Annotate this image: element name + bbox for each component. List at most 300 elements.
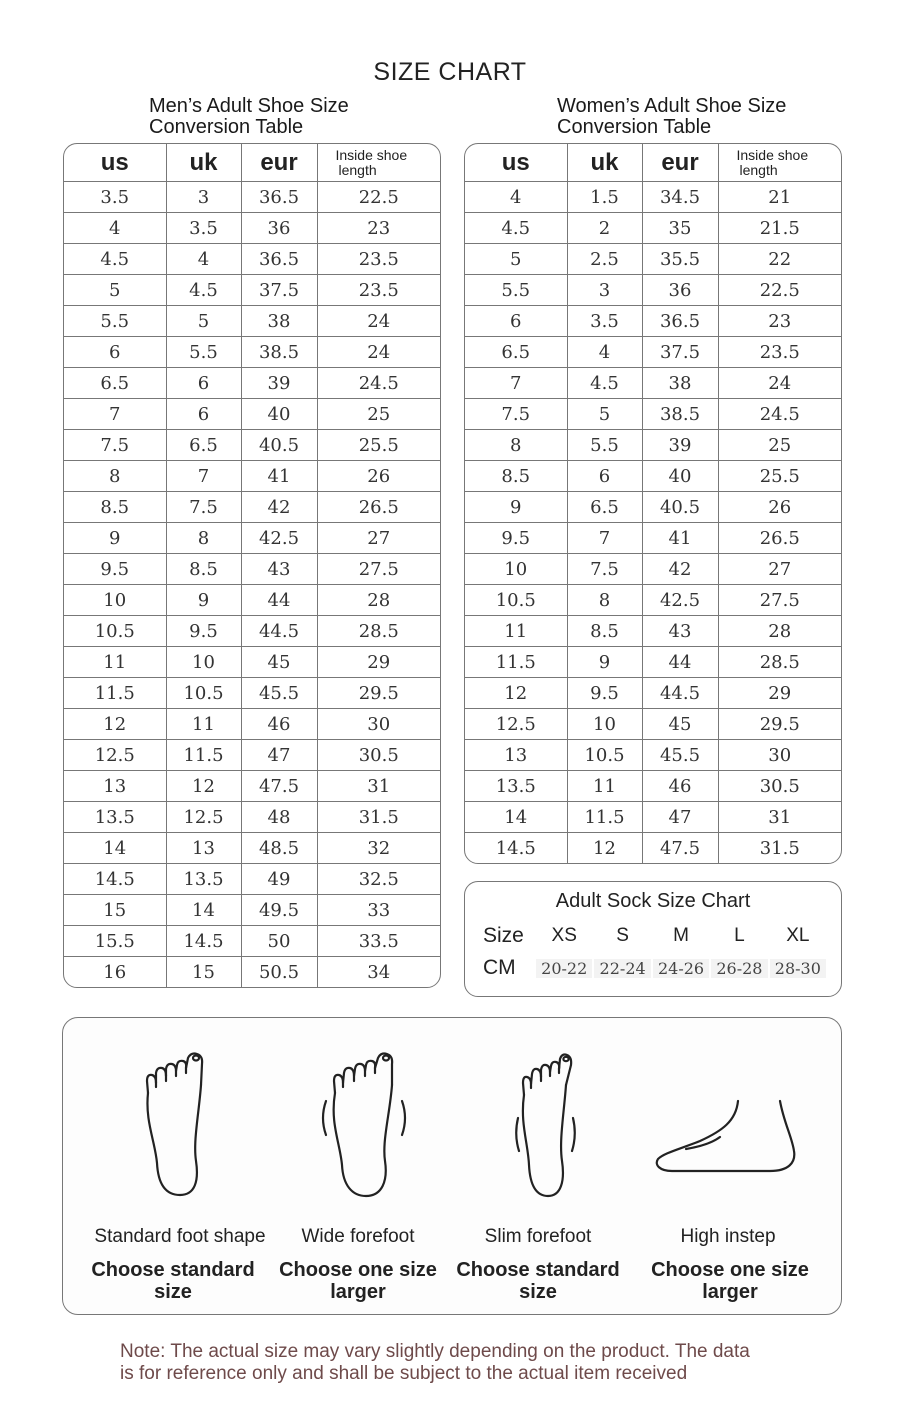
women-cell-uk: 7 (567, 523, 642, 554)
women-col-eur: eur (642, 144, 718, 182)
women-table-row (465, 771, 841, 802)
sock-size-xl: XL (786, 925, 810, 946)
women-cell-us: 11.5 (465, 647, 567, 678)
women-col-length-line1: Inside shoe (736, 146, 809, 163)
men-cell-eur: 49 (241, 864, 317, 895)
women-cell-us: 7 (465, 368, 567, 399)
men-cell-eur: 40.5 (241, 430, 317, 461)
women-cell-uk: 3 (567, 275, 642, 306)
foot-advice-slim-line2: size (519, 1281, 557, 1303)
men-cell-length: 25.5 (317, 430, 440, 461)
men-cell-length: 30 (317, 709, 440, 740)
men-table-row (64, 492, 440, 523)
men-cell-uk: 6 (166, 368, 241, 399)
men-table-row (64, 337, 440, 368)
women-cell-us: 5.5 (465, 275, 567, 306)
men-col-length-line2: length (338, 161, 377, 178)
men-cell-length: 24.5 (317, 368, 440, 399)
men-cell-uk: 12 (166, 771, 241, 802)
men-cell-us: 14 (64, 833, 166, 864)
women-cell-eur: 40 (642, 461, 718, 492)
women-cell-length: 22 (718, 244, 841, 275)
women-table-row (465, 585, 841, 616)
sock-size-row (483, 924, 827, 948)
women-cell-length: 28.5 (718, 647, 841, 678)
men-cell-uk: 11.5 (166, 740, 241, 771)
men-cell-us: 8 (64, 461, 166, 492)
men-table-row (64, 244, 440, 275)
men-cell-uk: 7.5 (166, 492, 241, 523)
men-size-table (63, 143, 441, 988)
men-cell-eur: 38 (241, 306, 317, 337)
men-cell-length: 33.5 (317, 926, 440, 957)
men-cell-eur: 38.5 (241, 337, 317, 368)
disclaimer-note (120, 1341, 820, 1385)
men-cell-length: 29.5 (317, 678, 440, 709)
sock-size-m: M (673, 925, 689, 946)
men-cell-eur: 36.5 (241, 182, 317, 213)
women-cell-eur: 38.5 (642, 399, 718, 430)
women-cell-uk: 8.5 (567, 616, 642, 647)
women-col-uk: uk (567, 144, 642, 182)
men-table-row (64, 833, 440, 864)
men-cell-us: 9.5 (64, 554, 166, 585)
men-table-row (64, 802, 440, 833)
men-cell-us: 4.5 (64, 244, 166, 275)
women-cell-eur: 43 (642, 616, 718, 647)
slim-foot-icon (462, 1043, 632, 1213)
women-cell-length: 22.5 (718, 275, 841, 306)
women-table-row (465, 337, 841, 368)
women-cell-eur: 42 (642, 554, 718, 585)
women-cell-length: 21.5 (718, 213, 841, 244)
women-cell-eur: 36 (642, 275, 718, 306)
women-cell-length: 30 (718, 740, 841, 771)
men-table-row (64, 275, 440, 306)
women-cell-length: 27 (718, 554, 841, 585)
men-heading-line1: Men’s Adult Shoe Size (149, 95, 349, 117)
women-cell-length: 25.5 (718, 461, 841, 492)
men-cell-us: 5 (64, 275, 166, 306)
women-cell-us: 11 (465, 616, 567, 647)
sock-cm-m: 24-26 (653, 959, 709, 978)
men-cell-uk: 6 (166, 399, 241, 430)
women-cell-eur: 45 (642, 709, 718, 740)
women-cell-us: 14 (465, 802, 567, 833)
men-cell-length: 27.5 (317, 554, 440, 585)
women-cell-uk: 10.5 (567, 740, 642, 771)
men-cell-uk: 7 (166, 461, 241, 492)
men-cell-length: 32 (317, 833, 440, 864)
foot-advice-high-instep-line2: larger (702, 1281, 758, 1303)
women-cell-length: 25 (718, 430, 841, 461)
women-cell-uk: 9.5 (567, 678, 642, 709)
foot-advice-wide-line1: Choose one size (279, 1259, 437, 1281)
women-cell-uk: 4.5 (567, 368, 642, 399)
men-table-row (64, 864, 440, 895)
women-cell-us: 12.5 (465, 709, 567, 740)
men-cell-us: 6.5 (64, 368, 166, 399)
men-cell-length: 28.5 (317, 616, 440, 647)
women-cell-length: 23 (718, 306, 841, 337)
women-table-row (465, 709, 841, 740)
women-cell-us: 6 (465, 306, 567, 337)
foot-advice-wide-line2: larger (330, 1281, 386, 1303)
page-title: SIZE CHART (373, 58, 527, 86)
men-cell-eur: 42.5 (241, 523, 317, 554)
men-cell-eur: 37.5 (241, 275, 317, 306)
men-cell-uk: 10.5 (166, 678, 241, 709)
women-table-row (465, 647, 841, 678)
women-cell-length: 23.5 (718, 337, 841, 368)
foot-advice-slim (438, 1259, 638, 1303)
women-cell-us: 6.5 (465, 337, 567, 368)
men-cell-length: 27 (317, 523, 440, 554)
men-cell-uk: 14.5 (166, 926, 241, 957)
wide-foot-icon (280, 1043, 450, 1213)
men-cell-eur: 48.5 (241, 833, 317, 864)
men-cell-uk: 9.5 (166, 616, 241, 647)
foot-advice-standard-line1: Choose standard (91, 1259, 255, 1281)
men-cell-us: 13 (64, 771, 166, 802)
foot-advice-high-instep-line1: Choose one size (651, 1259, 809, 1281)
sock-cm-l: 26-28 (711, 959, 767, 978)
men-cell-us: 4 (64, 213, 166, 244)
men-cell-us: 3.5 (64, 182, 166, 213)
men-table-row (64, 430, 440, 461)
men-cell-uk: 5.5 (166, 337, 241, 368)
women-cell-uk: 2.5 (567, 244, 642, 275)
women-cell-uk: 11.5 (567, 802, 642, 833)
men-table-row (64, 895, 440, 926)
men-cell-length: 28 (317, 585, 440, 616)
women-cell-length: 24.5 (718, 399, 841, 430)
men-cell-length: 23.5 (317, 275, 440, 306)
men-cell-eur: 44.5 (241, 616, 317, 647)
men-table-row (64, 523, 440, 554)
women-cell-eur: 37.5 (642, 337, 718, 368)
sock-cm-s: 22-24 (594, 959, 650, 978)
women-table-row (465, 275, 841, 306)
women-cell-us: 13 (465, 740, 567, 771)
women-cell-length: 26.5 (718, 523, 841, 554)
women-cell-uk: 12 (567, 833, 642, 864)
women-cell-length: 28 (718, 616, 841, 647)
women-cell-eur: 35 (642, 213, 718, 244)
sock-size-s: S (616, 925, 629, 946)
women-cell-us: 14.5 (465, 833, 567, 864)
men-cell-length: 25 (317, 399, 440, 430)
women-cell-us: 8.5 (465, 461, 567, 492)
women-table-row (465, 182, 841, 213)
men-table-heading (149, 96, 349, 138)
women-table-row (465, 492, 841, 523)
men-cell-uk: 3 (166, 182, 241, 213)
women-table-row (465, 213, 841, 244)
men-table-row (64, 213, 440, 244)
men-col-length-line1: Inside shoe (335, 146, 408, 163)
men-cell-us: 10 (64, 585, 166, 616)
women-table-row (465, 461, 841, 492)
men-cell-uk: 6.5 (166, 430, 241, 461)
men-cell-us: 9 (64, 523, 166, 554)
men-cell-eur: 50.5 (241, 957, 317, 988)
men-table-row (64, 585, 440, 616)
women-cell-uk: 1.5 (567, 182, 642, 213)
men-table-row (64, 306, 440, 337)
women-table-row (465, 523, 841, 554)
men-cell-uk: 9 (166, 585, 241, 616)
men-table-row (64, 368, 440, 399)
men-cell-eur: 40 (241, 399, 317, 430)
men-cell-uk: 14 (166, 895, 241, 926)
women-cell-length: 31 (718, 802, 841, 833)
note-line2: is for reference only and shall be subject to the actual item received (120, 1363, 688, 1384)
men-cell-uk: 11 (166, 709, 241, 740)
women-table-row (465, 368, 841, 399)
women-size-table (464, 143, 842, 864)
foot-advice-high-instep (630, 1259, 830, 1303)
women-cell-eur: 47.5 (642, 833, 718, 864)
men-cell-us: 14.5 (64, 864, 166, 895)
women-cell-eur: 39 (642, 430, 718, 461)
women-cell-length: 31.5 (759, 837, 800, 859)
men-cell-eur: 36 (241, 213, 317, 244)
sock-cm-row (483, 956, 827, 980)
women-cell-uk: 5 (567, 399, 642, 430)
foot-label-wide: Wide forefoot (301, 1226, 415, 1247)
women-cell-length: 21 (718, 182, 841, 213)
men-cell-us: 13.5 (64, 802, 166, 833)
women-cell-uk: 7.5 (567, 554, 642, 585)
men-cell-length: 30.5 (317, 740, 440, 771)
men-cell-eur: 46 (241, 709, 317, 740)
men-cell-eur: 39 (241, 368, 317, 399)
men-cell-length: 31 (317, 771, 440, 802)
standard-foot-icon (95, 1043, 265, 1213)
men-col-uk: uk (166, 144, 241, 182)
women-cell-us: 4.5 (465, 213, 567, 244)
women-table-row (465, 616, 841, 647)
men-cell-uk: 3.5 (166, 213, 241, 244)
women-cell-length: 26 (718, 492, 841, 523)
women-cell-length: 29.5 (718, 709, 841, 740)
men-cell-uk: 15 (166, 957, 241, 988)
men-cell-length: 32.5 (317, 864, 440, 895)
women-cell-us: 9 (465, 492, 567, 523)
women-table-row (465, 678, 841, 709)
men-cell-us: 10.5 (64, 616, 166, 647)
foot-label-slim: Slim forefoot (484, 1226, 592, 1247)
men-table-row (64, 678, 440, 709)
men-table-row (64, 554, 440, 585)
men-table-row (64, 461, 440, 492)
sock-size-label: Size (483, 924, 524, 947)
high-instep-foot-icon (650, 1043, 820, 1213)
men-table-row (64, 182, 440, 213)
women-table-row (465, 833, 841, 864)
men-cell-uk: 10 (166, 647, 241, 678)
women-col-us: us (465, 144, 567, 182)
women-cell-uk: 9 (567, 647, 642, 678)
men-cell-length: 23 (317, 213, 440, 244)
men-cell-length: 23.5 (317, 244, 440, 275)
women-cell-eur: 47 (642, 802, 718, 833)
foot-advice-wide (258, 1259, 458, 1303)
men-cell-us: 11.5 (64, 678, 166, 709)
women-cell-uk: 11 (567, 771, 642, 802)
men-table-row (64, 740, 440, 771)
women-col-length-line2: length (739, 161, 778, 178)
women-table-heading (557, 96, 786, 138)
men-cell-length: 24 (317, 337, 440, 368)
women-cell-eur: 44 (642, 647, 718, 678)
men-table-row (64, 926, 440, 957)
women-cell-eur: 34.5 (642, 182, 718, 213)
men-cell-length: 26 (317, 461, 440, 492)
women-cell-eur: 35.5 (642, 244, 718, 275)
men-cell-eur: 50 (241, 926, 317, 957)
women-table-row (465, 554, 841, 585)
men-table-row (64, 399, 440, 430)
women-cell-uk: 4 (567, 337, 642, 368)
men-cell-length: 33 (317, 895, 440, 926)
men-cell-uk: 4.5 (166, 275, 241, 306)
men-cell-us: 6 (64, 337, 166, 368)
men-cell-eur: 47 (241, 740, 317, 771)
women-cell-us: 10 (465, 554, 567, 585)
women-header-row (465, 144, 841, 182)
men-cell-us: 15 (64, 895, 166, 926)
men-cell-eur: 45 (241, 647, 317, 678)
foot-label-high-instep: High instep (680, 1226, 776, 1247)
men-cell-us: 8.5 (64, 492, 166, 523)
women-cell-uk: 5.5 (567, 430, 642, 461)
men-cell-length: 31.5 (317, 802, 440, 833)
women-cell-us: 4 (465, 182, 567, 213)
men-cell-eur: 36.5 (241, 244, 317, 275)
women-cell-uk: 6 (567, 461, 642, 492)
men-cell-eur: 47.5 (241, 771, 317, 802)
men-cell-uk: 13.5 (166, 864, 241, 895)
women-cell-us: 8 (465, 430, 567, 461)
foot-advice-slim-line1: Choose standard (456, 1259, 620, 1281)
men-cell-us: 7 (64, 399, 166, 430)
women-cell-eur: 41 (642, 523, 718, 554)
men-cell-us: 11 (64, 647, 166, 678)
men-header-row (64, 144, 440, 182)
men-cell-length: 24 (317, 306, 440, 337)
women-cell-eur: 45.5 (642, 740, 718, 771)
men-cell-uk: 13 (166, 833, 241, 864)
sock-cm-xs: 20-22 (536, 959, 592, 978)
men-cell-us: 7.5 (64, 430, 166, 461)
women-cell-uk: 8 (567, 585, 642, 616)
men-cell-uk: 12.5 (166, 802, 241, 833)
men-cell-uk: 8 (166, 523, 241, 554)
foot-advice-standard-line2: size (154, 1281, 192, 1303)
note-line1: Note: The actual size may vary slightly depending on the product. The data (120, 1341, 750, 1362)
men-table-row (64, 957, 440, 988)
men-cell-us: 5.5 (64, 306, 166, 337)
men-cell-uk: 4 (166, 244, 241, 275)
men-cell-length: 26.5 (317, 492, 440, 523)
sock-size-chart (464, 881, 842, 997)
men-col-eur: eur (241, 144, 317, 182)
sock-size-l: L (734, 925, 745, 946)
women-cell-eur: 36.5 (642, 306, 718, 337)
sock-cm-xl: 28-30 (770, 959, 826, 978)
men-cell-eur: 41 (241, 461, 317, 492)
men-cell-eur: 49.5 (241, 895, 317, 926)
men-cell-length: 22.5 (317, 182, 440, 213)
women-cell-eur: 40.5 (642, 492, 718, 523)
foot-advice-standard (73, 1259, 273, 1303)
women-cell-us: 7.5 (465, 399, 567, 430)
men-cell-eur: 44 (241, 585, 317, 616)
men-cell-length: 29 (317, 647, 440, 678)
women-table-row (465, 306, 841, 337)
men-table-row (64, 709, 440, 740)
men-cell-us: 15.5 (64, 926, 166, 957)
men-cell-us: 12 (64, 709, 166, 740)
women-table-row (465, 430, 841, 461)
men-cell-us: 12.5 (64, 740, 166, 771)
men-cell-uk: 8.5 (166, 554, 241, 585)
women-cell-length: 30.5 (718, 771, 841, 802)
women-cell-eur: 46 (642, 771, 718, 802)
foot-label-standard: Standard foot shape (94, 1226, 266, 1247)
women-table-row (465, 244, 841, 275)
women-cell-us: 5 (465, 244, 567, 275)
men-table-row (64, 616, 440, 647)
men-col-us: us (64, 144, 166, 182)
men-cell-eur: 42 (241, 492, 317, 523)
women-cell-eur: 42.5 (642, 585, 718, 616)
men-cell-eur: 45.5 (241, 678, 317, 709)
women-cell-length: 29 (718, 678, 841, 709)
sock-size-xs: XS (551, 925, 577, 946)
men-col-length (317, 144, 440, 182)
men-table-row (64, 771, 440, 802)
women-heading-line1: Women’s Adult Shoe Size (557, 95, 787, 117)
men-cell-uk: 5 (166, 306, 241, 337)
men-cell-length: 34 (367, 961, 391, 983)
women-cell-us: 9.5 (465, 523, 567, 554)
men-heading-line2: Conversion Table (149, 116, 304, 138)
men-cell-eur: 43 (241, 554, 317, 585)
women-table-row (465, 740, 841, 771)
women-cell-eur: 38 (642, 368, 718, 399)
women-table-row (465, 399, 841, 430)
men-table-row (64, 647, 440, 678)
women-cell-length: 27.5 (718, 585, 841, 616)
men-cell-us: 16 (64, 957, 166, 988)
women-cell-us: 13.5 (465, 771, 567, 802)
women-cell-uk: 6.5 (567, 492, 642, 523)
sock-chart-title: Adult Sock Size Chart (555, 890, 751, 912)
women-heading-line2: Conversion Table (557, 116, 712, 138)
sock-cm-label: CM (483, 956, 516, 979)
men-cell-eur: 48 (241, 802, 317, 833)
women-cell-uk: 10 (567, 709, 642, 740)
women-cell-us: 12 (465, 678, 567, 709)
women-table-row (465, 802, 841, 833)
women-cell-eur: 44.5 (642, 678, 718, 709)
women-cell-length: 24 (718, 368, 841, 399)
women-cell-uk: 2 (567, 213, 642, 244)
women-cell-uk: 3.5 (567, 306, 642, 337)
